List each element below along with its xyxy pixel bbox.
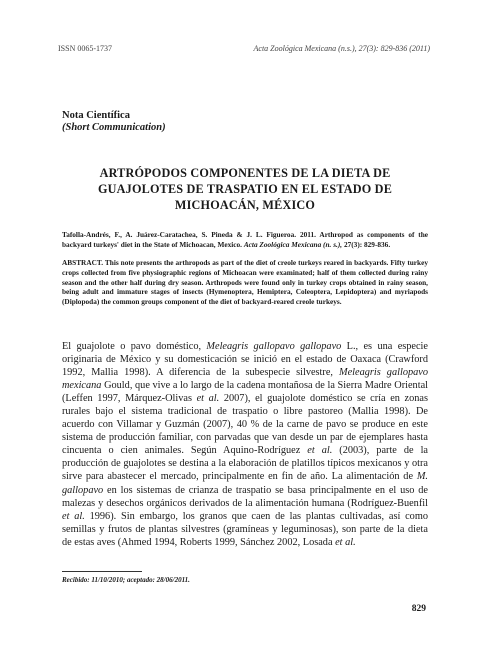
section-type: Nota Científica xyxy=(62,110,130,121)
body-text xyxy=(62,340,428,549)
text-run: 1996). Sin embargo, los granos que caen de las plantas cultivadas, así como semillas y frutos de plantas silvestres (gramíneas y leguminosas), son parte de la dieta de estas aves (Ahmed 1994, Roberts 1999, Sánchez 2002, Losada xyxy=(62,510,428,548)
page-number: 829 xyxy=(411,604,426,614)
text-run: 2007), el guajolote doméstico se cría en zonas rurales bajo el sistema tradicional de traspatio o libre pastoreo (Mallia 1998). De acuerdo con Villamar y Guzmán (2007), 40 % de la carne de pavo se produce en este sistema de producción familiar, con parvadas que van desde un par de ejemplares hasta cincuenta o cien animales. Según Aquino-Rodríguez xyxy=(62,393,429,457)
article-title xyxy=(62,165,428,213)
footnote-dates: Recibido: 11/10/2010; aceptado: 28/06/2011. xyxy=(62,576,190,584)
citation-volume: 27(3): 829-836. xyxy=(343,239,391,249)
abstract-label: ABSTRACT. xyxy=(62,258,104,267)
et-al: et al. xyxy=(307,445,333,457)
species-name: M. gallopavo xyxy=(62,471,428,496)
text-run: El guajolote o pavo doméstico, xyxy=(62,341,207,352)
paragraph xyxy=(62,340,428,549)
citation-authors: Tafolla-Andrés, F., A. Juárez-Caratachea, S. Pineda & J. L. Figueroa. xyxy=(62,230,297,239)
section-subtype: (Short Communication) xyxy=(62,122,166,133)
citation-title: Arthropod as components of the backyard turkeys' diet in the State of Michoacan, Mexico. xyxy=(62,230,429,249)
text-run: en los sistemas de crianza de traspatio se basa principalmente en el uso de malezas y desechos orgánicos derivados de la alimentación humana (Rodríguez-Buenfil xyxy=(62,484,428,509)
footnote-rule xyxy=(62,571,142,572)
et-al: et al. xyxy=(196,393,220,405)
et-al: et al. xyxy=(335,536,356,548)
title-line-2: GUAJOLOTES DE TRASPATIO EN EL ESTADO DE xyxy=(97,182,393,196)
citation xyxy=(62,230,428,249)
et-al: et al. xyxy=(62,510,85,522)
abstract xyxy=(62,258,428,307)
abstract-text: This note presents the arthropods as part of the diet of creole turkeys reared in backyards. Fifty turkey crops collected from five physiographic regions of Michoacan were examinated; half of them collected during rainy season and the other half during dry season. Arthropods were found only in turkey crops obtained in rainy season, being adult and immature stages of insects (Hymenoptera, Hemiptera, Coleoptera, Lepidoptera) and myriapods (Diplopoda) the common groups component of the diet of backyard-reared creole turkeys. xyxy=(62,258,428,307)
species-name: Meleagris gallopavo gallopavo xyxy=(206,341,342,352)
text-run: (2003), parte de la producción de guajolotes se destina a la elaboración de platillos típicos mexicanos y otra sirve para abastecer el mercado, principalmente en fin de año. La alimentación de xyxy=(62,445,429,483)
citation-year: 2011. xyxy=(299,230,316,239)
text-run: L., es una especie originaria de México y su domesticación se inició en el estado de Oaxaca (Crawford 1992, Mallia 1998). A diferencia de la subespecie silvestre, xyxy=(62,341,428,379)
title-line-1: ARTRÓPODOS COMPONENTES DE LA DIETA DE xyxy=(99,166,391,180)
section-label xyxy=(62,110,166,134)
species-name: Meleagris gallopavo mexicana xyxy=(62,367,428,392)
citation-journal: Acta Zoológica Mexicana (n. s.), xyxy=(243,239,343,249)
journal-reference: Acta Zoológica Mexicana (n.s.), 27(3): 829-836 (2011) xyxy=(253,44,430,53)
title-line-3: MICHOACÁN, MÉXICO xyxy=(174,198,316,212)
text-run: Gould, que vive a lo largo de la cadena montañosa de la Sierra Madre Oriental (Leffen 1997, Márquez-Olivas xyxy=(62,380,428,405)
issn: ISSN 0065-1737 xyxy=(58,44,113,53)
